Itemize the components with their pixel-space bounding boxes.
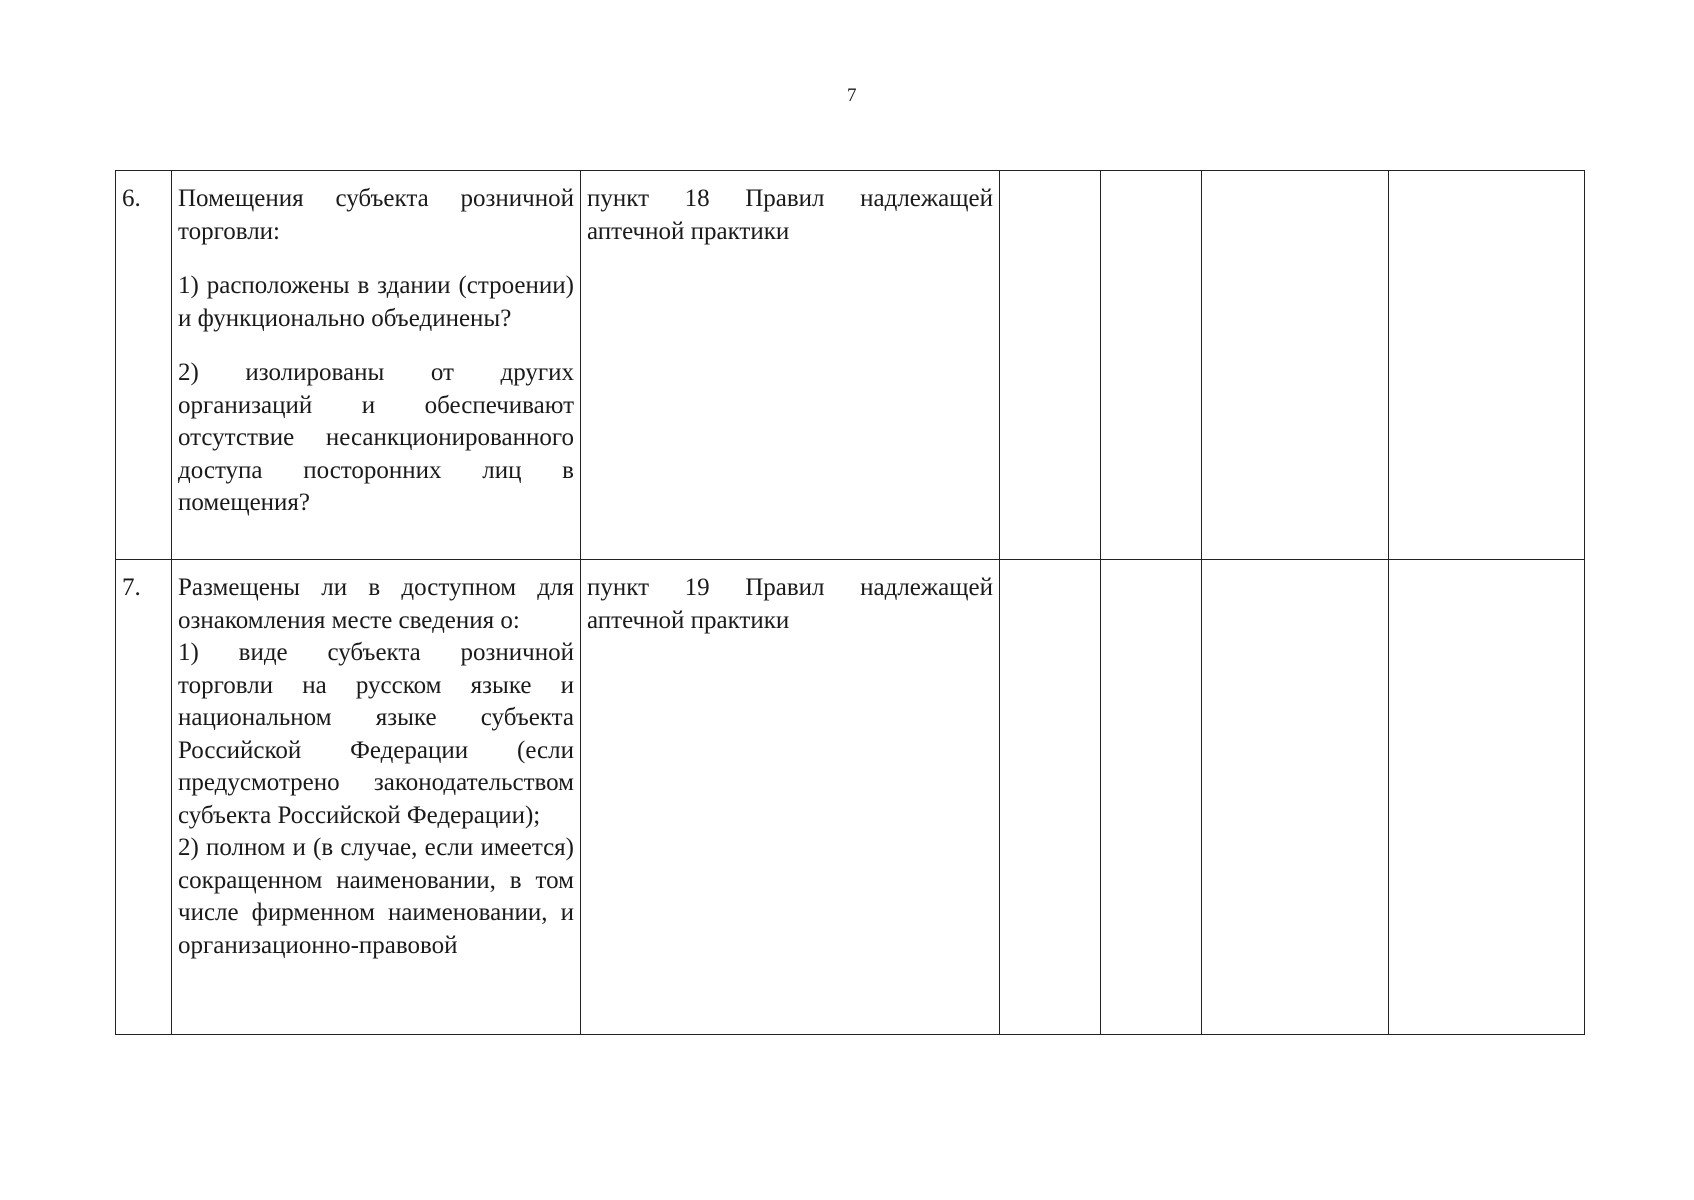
empty-cell bbox=[1000, 560, 1101, 1035]
question-item: 1) виде субъекта розничной торговли на русском языке и национальном языке субъекта Российской Федерации (если предусмотрено законодательством субъекта Российской Федерации); bbox=[178, 639, 574, 829]
empty-cell bbox=[1000, 171, 1101, 560]
reference-cell bbox=[581, 560, 1000, 1035]
question-intro: Размещены ли в доступном для ознакомления месте сведения о: bbox=[178, 574, 574, 634]
empty-cell bbox=[1101, 171, 1202, 560]
page-number: 7 bbox=[847, 85, 857, 106]
question-item: 2) изолированы от других организаций и обеспечивают отсутствие несанкционированного доступа посторонних лиц в помещения? bbox=[178, 359, 574, 516]
question-cell bbox=[172, 560, 581, 1035]
question-cell bbox=[172, 171, 581, 560]
empty-cell bbox=[1389, 171, 1585, 560]
reference-cell bbox=[581, 171, 1000, 560]
checklist-table bbox=[115, 170, 1585, 1035]
row-number: 7. bbox=[116, 560, 172, 1035]
question-intro: Помещения субъекта розничной торговли: bbox=[178, 185, 574, 245]
empty-cell bbox=[1101, 560, 1202, 1035]
row-number: 6. bbox=[116, 171, 172, 560]
empty-cell bbox=[1389, 560, 1585, 1035]
table-row bbox=[116, 171, 1585, 560]
empty-cell bbox=[1202, 560, 1389, 1035]
reference-text: пункт 18 Правил надлежащей аптечной практики bbox=[587, 185, 993, 245]
empty-cell bbox=[1202, 171, 1389, 560]
question-item: 1) расположены в здании (строении) и функционально объединены? bbox=[178, 272, 574, 332]
table-row bbox=[116, 560, 1585, 1035]
question-item: 2) полном и (в случае, если имеется) сокращенном наименовании, в том числе фирменном наименовании, и организационно-правовой bbox=[178, 834, 574, 959]
reference-text: пункт 19 Правил надлежащей аптечной практики bbox=[587, 574, 993, 634]
